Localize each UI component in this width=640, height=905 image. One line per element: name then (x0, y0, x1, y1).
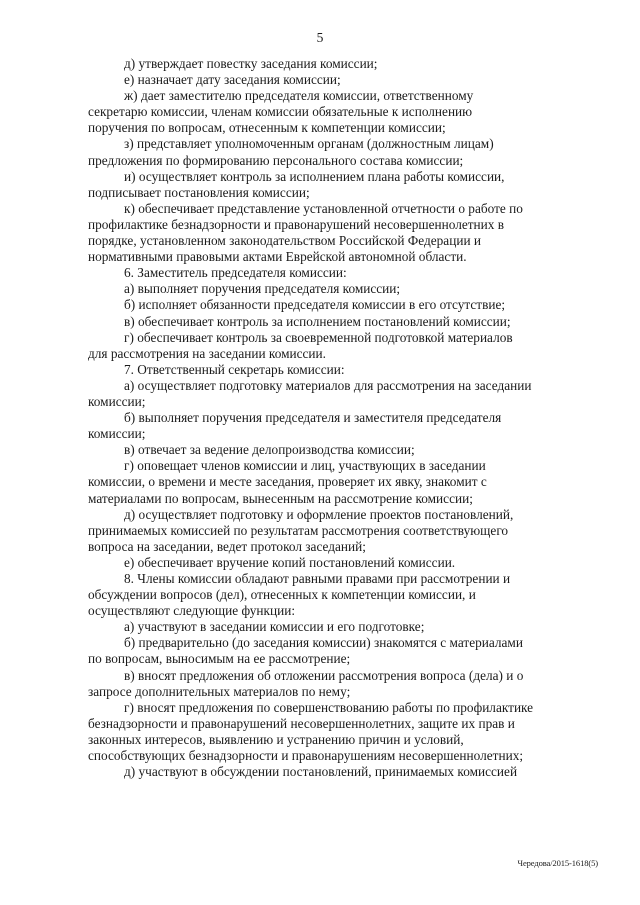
paragraph-item-z-proposals: з) представляет уполномоченным органам (должностным лицам) предложения по формированию персонального состава комиссии; (88, 136, 494, 168)
paragraph-6-v: в) обеспечивает контроль за исполнением постановлений комиссии; (124, 313, 511, 329)
page-number: 5 (316, 30, 324, 45)
section-7-heading: 7. Ответственный секретарь комиссии: (124, 361, 345, 377)
paragraph-item-k-reporting: к) обеспечивает представление установленной отчетности о работе по профилактике безнадзорности и правонарушений несовершеннолетних в порядке, установленном законодательством Российской Федерации и нормативными правовыми актами Еврейской автономной области. (88, 200, 523, 265)
paragraph-item-d-agenda: д) утверждает повестку заседания комиссии; (124, 56, 378, 71)
paragraph-7-g: г) оповещает членов комиссии и лиц, участвующих в заседании комиссии, о времени и месте заседания, проверяет их явку, знакомит с материалами по вопросам, вынесенным на рассмотрение комиссии; (88, 458, 487, 506)
paragraph-7-v: в) отвечает за ведение делопроизводства комиссии; (124, 442, 415, 458)
paragraph-7-e: е) обеспечивает вручение копий постановлений комиссии. (124, 554, 456, 570)
paragraph-6-a: а) выполняет поручения председателя комиссии; (124, 281, 401, 297)
paragraph-7-a: а) осуществляет подготовку материалов для рассмотрения на заседании комиссии; (88, 377, 532, 409)
paragraph-item-e-date: е) назначает дату заседания комиссии; (124, 72, 341, 88)
paragraph-7-b: б) выполняет поручения председателя и заместителя председателя комиссии; (88, 410, 502, 442)
paragraph-8-v: в) вносят предложения об отложении рассмотрения вопроса (дела) и о запросе дополнительных материалов по нему; (88, 667, 524, 699)
paragraph-item-i-control: и) осуществляет контроль за исполнением плана работы комиссии, подписывает постановления комиссии; (88, 168, 505, 200)
paragraph-6-g: г) обеспечивает контроль за своевременной подготовкой материалов для рассмотрения на заседании комиссии. (88, 329, 513, 361)
paragraph-7-d: д) осуществляет подготовку и оформление проектов постановлений, принимаемых комиссией по результатам рассмотрения соответствующего вопроса на заседании, ведет протокол заседаний; (88, 506, 514, 554)
paragraph-6-b: б) исполняет обязанности председателя комиссии в его отсутствие; (124, 297, 506, 313)
paragraph-8-a: а) участвуют в заседании комиссии и его подготовке; (124, 619, 425, 635)
document-footer-code: Чередова/2015-1618(5) (517, 858, 598, 868)
paragraph-8-d: д) участвуют в обсуждении постановлений, принимаемых комиссией (124, 764, 518, 780)
section-8-heading: 8. Члены комиссии обладают равными правами при рассмотрении и обсуждении вопросов (дел), отнесенных к компетенции комиссии, и осуществляют следующие функции: (88, 571, 511, 619)
paragraph-8-b: б) предварительно (до заседания комиссии) знакомятся с материалами по вопросам, выносимым на ее рассмотрение; (88, 635, 523, 667)
paragraph-8-g: г) вносят предложения по совершенствованию работы по профилактике безнадзорности и правонарушений несовершеннолетних, защите их прав и законных интересов, выявлению и устранению причин и условий, способствующих безнадзорности и правонарушениям несовершеннолетних; (88, 699, 534, 764)
document-body (88, 56, 593, 780)
section-6-heading: 6. Заместитель председателя комиссии: (124, 265, 347, 281)
paragraph-item-zh-instructions: ж) дает заместителю председателя комиссии, ответственному секретарю комиссии, членам комиссии обязательные к исполнению поручения по вопросам, отнесенным к компетенции комиссии; (88, 88, 474, 136)
